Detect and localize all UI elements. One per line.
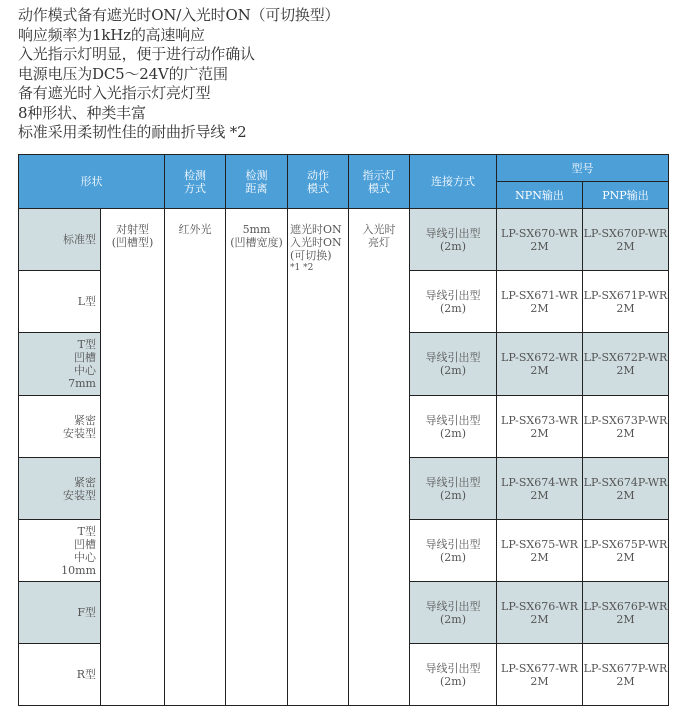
shape-cell: T型 凹槽 中心 10mm — [19, 520, 101, 582]
npn-model-cell: LP-SX671-WR 2M — [497, 271, 583, 333]
table-body — [19, 209, 669, 706]
feature-item: 响应频率为1kHz的高速响应 — [18, 25, 205, 44]
header-detect-distance: 检测 距离 — [226, 155, 288, 209]
pnp-model-cell: LP-SX675P-WR 2M — [583, 520, 669, 582]
connection-cell: 导线引出型 (2m) — [410, 209, 497, 271]
npn-model-cell: LP-SX675-WR 2M — [497, 520, 583, 582]
feature-item: 8种形状、种类丰富 — [18, 103, 146, 122]
connection-cell: 导线引出型 (2m) — [410, 396, 497, 458]
pnp-model-cell: LP-SX677P-WR 2M — [583, 644, 669, 706]
shape-cell: L型 — [19, 271, 101, 333]
detect-method-cell: 红外光 — [165, 209, 226, 706]
shape-cell: T型 凹槽 中心 7mm — [19, 333, 101, 396]
header-indicator-mode: 指示灯 模式 — [349, 155, 410, 209]
header-shape: 形状 — [19, 155, 165, 209]
shape-cell: 标准型 — [19, 209, 101, 271]
npn-model-cell: LP-SX677-WR 2M — [497, 644, 583, 706]
npn-model-cell: LP-SX672-WR 2M — [497, 333, 583, 396]
npn-model-cell: LP-SX676-WR 2M — [497, 582, 583, 644]
action-mode-text: 遮光时ON 入光时ON (可切换) — [290, 223, 342, 262]
connection-cell: 导线引出型 (2m) — [410, 520, 497, 582]
shape-cell: 紧密 安装型 — [19, 396, 101, 458]
feature-item: 入光指示灯明显，便于进行动作确认 — [18, 45, 255, 63]
connection-cell: 导线引出型 (2m) — [410, 458, 497, 520]
shape-cell: 紧密 安装型 — [19, 458, 101, 520]
indicator-mode-cell: 入光时 亮灯 — [349, 209, 410, 706]
shape-cell: R型 — [19, 644, 101, 706]
shape-cell: F型 — [19, 582, 101, 644]
header-model: 型号 — [497, 155, 669, 182]
feature-item: 备有遮光时入光指示灯亮灯型 — [18, 84, 211, 102]
pnp-model-cell: LP-SX673P-WR 2M — [583, 396, 669, 458]
action-mode-note: *1 *2 — [290, 263, 314, 273]
header-connection: 连接方式 — [410, 155, 497, 209]
feature-item: 标准采用柔韧性佳的耐曲折导线 *2 — [18, 123, 247, 141]
detect-distance-cell: 5mm (凹槽宽度) — [226, 209, 288, 706]
npn-model-cell: LP-SX670-WR 2M — [497, 209, 583, 271]
feature-item: 动作模式备有遮光时ON/入光时ON（可切换型） — [18, 6, 340, 24]
pnp-model-cell: LP-SX674P-WR 2M — [583, 458, 669, 520]
pnp-model-cell: LP-SX672P-WR 2M — [583, 333, 669, 396]
pnp-model-cell: LP-SX670P-WR 2M — [583, 209, 669, 271]
spec-table — [18, 154, 669, 706]
connection-cell: 导线引出型 (2m) — [410, 333, 497, 396]
header-pnp: PNP输出 — [583, 182, 669, 209]
header-detect-method: 检测 方式 — [165, 155, 226, 209]
feature-list — [18, 6, 339, 143]
table-row — [19, 209, 669, 271]
npn-model-cell: LP-SX673-WR 2M — [497, 396, 583, 458]
connection-cell: 导线引出型 (2m) — [410, 582, 497, 644]
npn-model-cell: LP-SX674-WR 2M — [497, 458, 583, 520]
connection-cell: 导线引出型 (2m) — [410, 644, 497, 706]
pnp-model-cell: LP-SX671P-WR 2M — [583, 271, 669, 333]
action-mode-cell — [288, 209, 349, 706]
header-action-mode: 动作 模式 — [288, 155, 349, 209]
type-cell: 对射型 (凹槽型) — [101, 209, 165, 706]
pnp-model-cell: LP-SX676P-WR 2M — [583, 582, 669, 644]
header-npn: NPN输出 — [497, 182, 583, 209]
feature-item: 电源电压为DC5～24V的广范围 — [18, 64, 228, 83]
connection-cell: 导线引出型 (2m) — [410, 271, 497, 333]
